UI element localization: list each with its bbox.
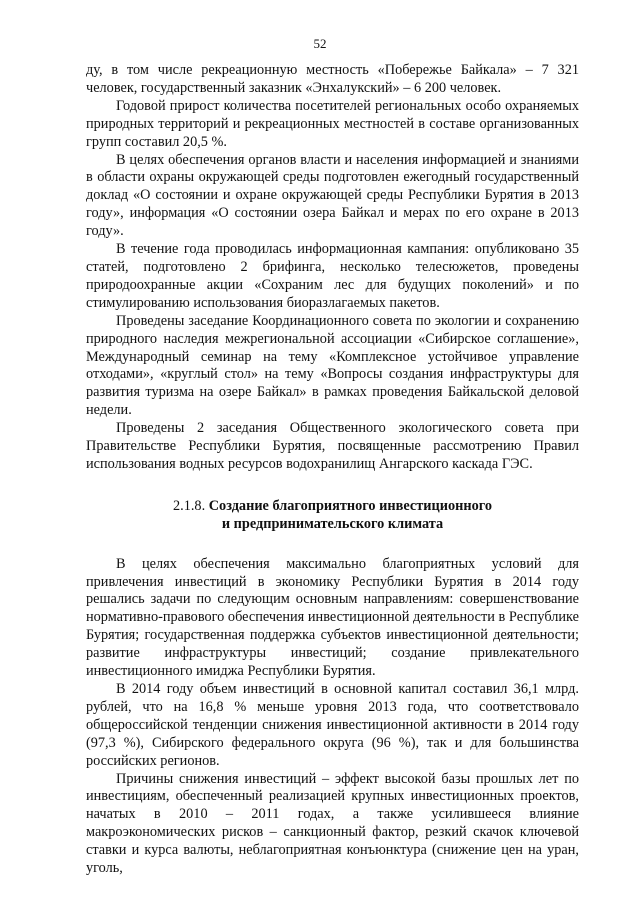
section-heading: [86, 498, 579, 534]
section-title-line2: и предпринимательского климата: [221, 515, 444, 532]
paragraph: Проведены 2 заседания Общественного экологического совета при Правительстве Республики Бурятия, посвященные рассмотрению Правил использования водных ресурсов водохранилищ Ангарского каскада ГЭС.: [86, 420, 579, 472]
paragraph: Годовой прирост количества посетителей региональных особо охраняемых природных территорий и рекреационных местностей в составе организованных групп составил 20,5 %.: [86, 97, 579, 150]
section-title-line1: Создание благоприятного инвестиционного: [208, 497, 492, 514]
paragraph: В целях обеспечения максимально благоприятных условий для привлечения инвестиций в экономику Республики Бурятия в 2014 году решались задачи по следующим основным направлениям: совершенствование нормативно-правового обеспечения инвестиционной деятельности в Республике Бурятия; государственная поддержка субъектов инвестиционной деятельности; развитие инфраструктуры инвестиций; создание привлекательного инвестиционного имиджа Республики Бурятия.: [86, 555, 579, 680]
section-number: 2.1.8.: [172, 497, 206, 514]
body-text: [86, 62, 579, 878]
paragraph: ду, в том числе рекреационную местность «Побережье Байкала» – 7 321 человек, государственный заказник «Энхалукский» – 6 200 человек.: [86, 62, 579, 96]
paragraph: В целях обеспечения органов власти и населения информацией и знаниями в области охраны окружающей среды подготовлен ежегодный государственный доклад «О состоянии и охране окружающей среды Республики Бурятия в 2013 году», информация «О состоянии озера Байкал и мерах по его охране в 2013 году».: [86, 151, 579, 240]
paragraph: В течение года проводилась информационная кампания: опубликовано 35 статей, подготовлено 2 брифинга, несколько телесюжетов, проведены природоохранные акции «Сохраним лес для будущих поколений» и по стимулированию использования биоразлагаемых пакетов.: [86, 241, 579, 311]
paragraph: Причины снижения инвестиций – эффект высокой базы прошлых лет по инвестициям, обеспеченный реализацией крупных инвестиционных проектов, начатых в 2010 – 2011 годах, а также усилившееся влияние макроэкономических рисков – санкционный фактор, резкий скачок ключевой ставки и курса валюты, неблагоприятная конъюнктура (снижение цен на уран, уголь,: [86, 770, 579, 877]
page-number: 52: [313, 36, 327, 51]
paragraph: В 2014 году объем инвестиций в основной капитал составил 36,1 млрд. рублей, что на 16,8 % меньше уровня 2013 года, что соответствовало общероссийской тенденции снижения инвестиционной активности в 2014 году (97,3 %), Сибирского федерального округа (96 %), так и для большинства российских регионов.: [86, 681, 579, 769]
paragraph: Проведены заседание Координационного совета по экологии и сохранению природного наследия межрегиональной ассоциации «Сибирское соглашение», Международный семинар на тему «Комплексное устойчивое управление отходами», «круглый стол» на тему «Вопросы создания инфраструктуры для развития туризма на озере Байкал» в рамках проведения Байкальской деловой недели.: [86, 312, 579, 419]
